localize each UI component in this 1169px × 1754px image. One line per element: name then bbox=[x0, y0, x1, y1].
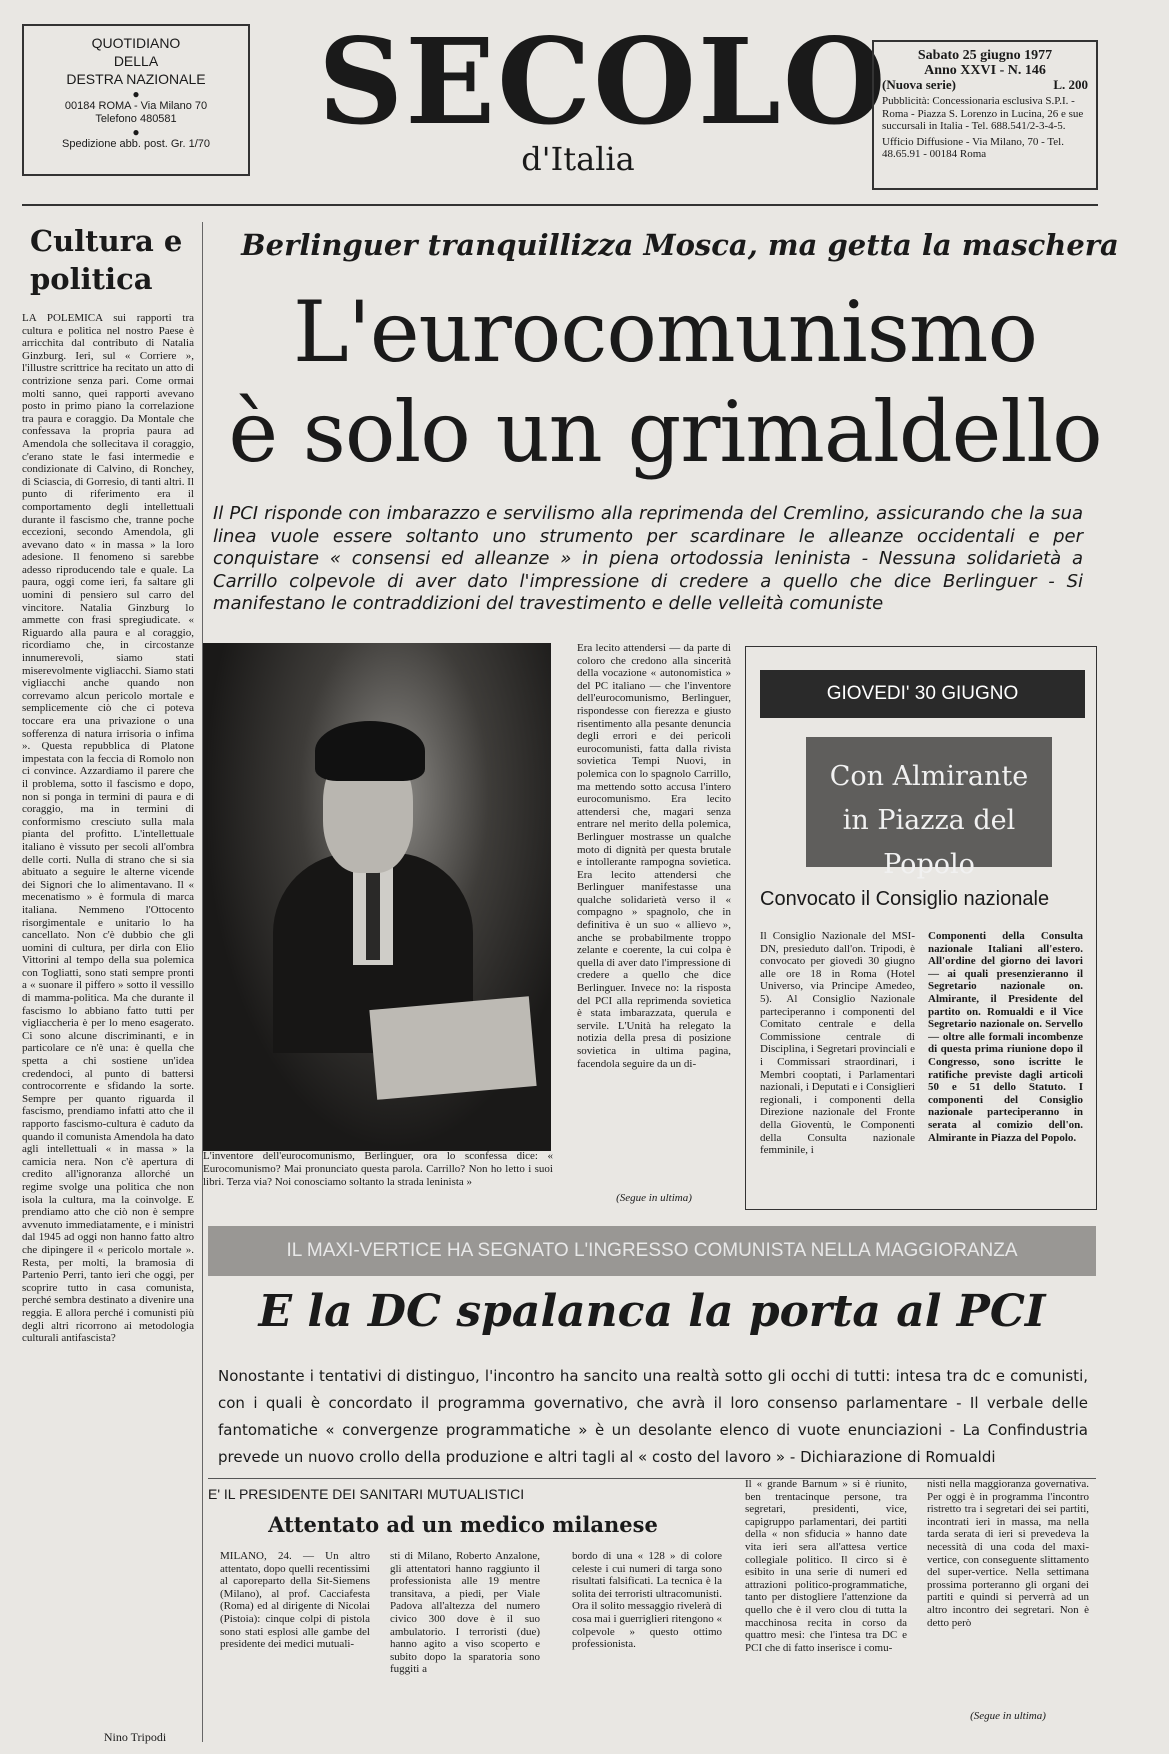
dc-headline: E la DC spalanca la porta al PCI bbox=[258, 1286, 1046, 1337]
masthead-right-box bbox=[872, 40, 1098, 190]
announcement-title-line1: Con Almirante bbox=[829, 761, 1029, 792]
dc-col1: Il « grande Barnum » si è riunito, ben trentacinque persone, tra segretari, presidenti, vice, capigruppo parlamentari, dei partiti della « non sfiducia » hanno date vita ieri sera all'attesa vertice collegiale politico. Il circo si è esibito in una serie di numeri ed attrazioni politico-programmatiche, tanto per distogliere l'attenzione da quello che è il vero clou di tutta la macchinosa recita in corso da quattro mesi: che l'intesa tra DC e PCI che di fatto inserisce i comu- bbox=[745, 1478, 907, 1654]
lead-kicker: Berlinguer tranquillizza Mosca, ma getta la maschera bbox=[241, 228, 1119, 262]
photo-caption: L'inventore dell'eurocomunismo, Berlinguer, ora lo sconfessa dice: « Eurocomunismo? Mai pronunciato questa parola. Carrillo? Non ho letto i suoi libri. Terza via? Noi conosciamo soltanto la strada leninista » bbox=[203, 1150, 553, 1188]
announcement-date: GIOVEDI' 30 GIUGNO bbox=[760, 670, 1085, 718]
lead-headline-line1: L'eurocomunismo bbox=[292, 283, 1038, 381]
spedizione: Spedizione abb. post. Gr. 1/70 bbox=[62, 138, 210, 150]
masthead-left-box bbox=[22, 24, 250, 176]
sidebar-author: Nino Tripodi bbox=[103, 1730, 167, 1744]
sidebar-title: Cultura e politica bbox=[30, 224, 183, 296]
pubblicita: Pubblicità: Concessionaria esclusiva S.P.I. - Roma - Piazza S. Lorenzo in Lucina, 26 e sue succursali in Italia - Tel. 688.541/2-3-4-5. bbox=[882, 95, 1084, 132]
bullet-icon: ● bbox=[132, 87, 140, 101]
quotidiano-label: QUOTIDIANO bbox=[91, 35, 181, 51]
lead-headline-line2: è solo un grimaldello bbox=[228, 383, 1102, 481]
berlinguer-photo bbox=[203, 643, 551, 1151]
della-label: DELLA bbox=[113, 53, 159, 69]
medico-col2: sti di Milano, Roberto Anzalone, gli attentatori hanno raggiunto il professionista alle 19 mentre transitava, a piedi, per Viale Padova all'altezza del numero civico 300 dove è il suo ambulatorio. I terroristi (due) hanno agito a viso scoperto e subito dopo la sparatoria sono fuggiti a bbox=[390, 1550, 540, 1676]
phone: Telefono 480581 bbox=[95, 113, 177, 125]
lead-subhead: Il PCI risponde con imbarazzo e servilismo alla reprimenda del Cremlino, assicurando che la sua linea vuole essere soltanto uno strumento per scardinare le alleanze occidentali e per conquistare « consensi ed alleanze » in piena ortodossia leninista - Nessuna solidarietà a Carrillo colpevole di aver dato l'impressione di credere a quello che dice Berlinguer - Si manifestano le contraddizioni del travestimento e delle velleità comuniste bbox=[213, 503, 1083, 614]
bullet-icon: ● bbox=[132, 125, 140, 139]
medico-col3: bordo di una « 128 » di colore celeste i cui numeri di targa sono risultati falsificati. La tecnica è la solita dei terroristi ultracomunisti. Ora il solito messaggio rivelerà di cosa mai i guerriglieri ritengono « colpevole » questo ottimo professionista. bbox=[572, 1550, 722, 1651]
masthead-subtitle: d'Italia bbox=[521, 140, 635, 178]
lead-continued: (Segue in ultima) bbox=[616, 1192, 692, 1204]
dc-subhead: Nonostante i tentativi di distinguo, l'incontro ha sancito una realtà sotto gli occhi di tutti: intesa tra dc e comunisti, con i quali è concordato il programma governativo, che avrà il loro consenso parlamentare - Il verbale delle fantomatiche « convergenze programmatiche » è un desolante elenco di vuote enunciazioni - La Confindustria prevede un nuovo crollo della produzione e altri tagli al « costo del lavoro » - Dichiarazione di Romualdi bbox=[218, 1367, 1088, 1466]
address: 00184 ROMA - Via Milano 70 bbox=[64, 100, 208, 112]
issue-date: Sabato 25 giugno 1977 bbox=[917, 48, 1053, 63]
price: L. 200 bbox=[1053, 77, 1088, 92]
dc-col2: nisti nella maggioranza governativa. Per oggi è in programma l'incontro ristretto tra i segretari dei sei partiti, incontrati ieri in massa, ma nella tarda serata di ieri si prevedeva la necessità di una coda del maxi-vertice, con conseguente slittamento del super-vertice. Nella settimana prossima porteranno gli organi dei partiti e quindi si perverrà ad un altro incontro dei segretari. Non è detto però bbox=[927, 1478, 1089, 1629]
announcement-title bbox=[806, 737, 1052, 880]
masthead-title: SECOLO bbox=[318, 12, 888, 151]
lead-headline bbox=[210, 282, 1120, 482]
medico-kicker: E' IL PRESIDENTE DEI SANITARI MUTUALISTICI bbox=[208, 1486, 525, 1502]
issue-number: Anno XXVI - N. 146 bbox=[924, 63, 1046, 78]
diffusione: Ufficio Diffusione - Via Milano, 70 - Tel. 48.65.91 - 00184 Roma bbox=[882, 135, 1064, 160]
medico-col1: MILANO, 24. — Un altro attentato, dopo quelli recentissimi al caporeparto della Sit-Siemens (Milano), al prof. Cacciafesta (Roma) ed al dirigente di Nicolai (Pistoia): cinque colpi di pistola sono stati esplosi alle gambe del presidente dei medici mutuali- bbox=[220, 1550, 370, 1651]
destra-nazionale-label: DESTRA NAZIONALE bbox=[66, 71, 206, 87]
serie-price-row bbox=[882, 78, 1088, 92]
header-rule bbox=[22, 204, 1098, 206]
sidebar-body: LA POLEMICA sui rapporti tra cultura e politica nel nostro Paese è arricchita dal contributo di Natalia Ginzburg. Ieri, sul « Corriere », l'illustre scrittrice ha recitato un atto di contrizione senza pari. Come ormai molti sanno, quei rapporti avevano posto in primo piano la correlazione tra paura e coraggio. Da Montale che confessava la propria paura ad Amendola che sollecitava il coraggio, c'erano state le fasi intermedie e condizionate di Calvino, di Ronchey, di Sciascia, di Gorresio, di tanti altri. Il punto di riferimento era il comportamento degli intellettuali durante il fascismo che, tranne poche eccezioni, secondo Amendola, gli avevano dato « in massa » la loro adesione. Il fenomeno si sarebbe adesso riproducendo tale e quale. La paura, oggi come ieri, fa saltare gli uomini di pensiero sul carro del vincitore. Natalia Ginzburg lo ammette con frasi spregiudicate. « Riguardo alla paura e al coraggio, ricordiamo che, in circostanze innumerevoli, siamo stati miserevolmente vigliacchi. Siamo stati vigliacchi anche quando non correvamo alcun pericolo mortale e semplicemente ciò che ci poteva toccare era una privazione o una sofferenza di natura irrisoria o infima ». Questa repubblica di Platone impestata con la feccia di Romolo non ci convince. Azzardiamo il parere che il problema, sotto il fascismo e dopo, non si ponga in termini di paura e di coraggio, ma in termini di conformismo cresciuto sulla mala pianta del profitto. L'intellettuale italiano è vissuto per secoli all'ombra delle corti. Nulla di strano che si sia abituato a seguire le alterne vicende dei Signori che lo alimentavano. Il « mecenatismo » è formula di marca italiana. Nemmeno l'Ottocento risorgimentale e unitario lo ha cancellato. Non c'è dubbio che gli uomini di cultura, per dirla con Elio Vittorini al tempo della sua polemica con Togliatti, sono stati sempre pronti a « suonare il piffero » sotto il vessillo di mamma-politica. Ma che durante il fascismo lo abbiano fatto tutti per vigliaccheria è per lo meno esagerato. Ci sono alcune discriminanti, e in particolare ce n'è una: è quella che spetta a chi sostiene un'idea credendoci, al punto di battersi controcorrente e sfidando la sorte. Sempre per quanto riguarda il fascismo, prendiamo infatti atto che il rapporto fascismo-cultura è caduto da quando il comunista Amendola ha dato agli intellettuali « in massa » la camicia nera. Non c'è apertura di credito all'ignoranza allorché un regime svolge una politica che non isola la cultura, ma la coinvolge. E prendiamo atto che ciò non è sempre avvenuto immediatamente, e i ministri dal 1945 ad oggi non hanno fatto altro che dipingere il « pericolo mortale ». Resta, per molti, la bramosia di Partenio Perri, tanto ieri che oggi, per scoprire tutto in casa comunista, perché sembra destinato a divenire una reggia. E allora perché i comunisti più degli altri ricorrono ai metodologia culturali antifascista? bbox=[22, 312, 194, 1345]
announcement-title-line2: in Piazza del Popolo bbox=[842, 805, 1016, 880]
serie: (Nuova serie) bbox=[882, 77, 957, 92]
medico-headline: Attentato ad un medico milanese bbox=[268, 1512, 658, 1537]
announcement-col1: Il Consiglio Nazionale del MSI-DN, presieduto dall'on. Tripodi, è convocato per giovedì 30 giugno alle ore 18 in Roma (Hotel Universo, via Principe Amedeo, 5). Al Consiglio Nazionale parteciperanno i componenti del Comitato centrale e della Commissione centrale di Disciplina, i Segretari provinciali e i Commissari straordinari, i Membri cooptati, i Parlamentari nazionali, i Deputati e i Consiglieri regionali, i componenti della Direzione nazionale del Fronte della Gioventù, le Componenti della Consulta nazionale femminile, i bbox=[760, 930, 915, 1157]
announcement-col2: Componenti della Consulta nazionale Italiani all'estero. All'ordine del giorno dei lavori — ai quali presenzieranno il Segretario nazionale on. Almirante, il Presidente del partito on. Romualdi e il Vice Segretario nazionale on. Servello — oltre alle formali incombenze di questa prima riunione dopo il Congresso, sono iscritte le ratifiche previste dagli articoli 50 e 51 dello Statuto. I componenti del Consiglio nazionale parteciperanno in serata al comizio dell'on. Almirante in Piazza del Popolo. bbox=[928, 930, 1083, 1144]
dc-continued: (Segue in ultima) bbox=[970, 1710, 1046, 1722]
lead-body: Era lecito attendersi — da parte di coloro che credono alla sincerità della vocazione « autonomistica » del PC italiano — che l'inventore dell'eurocomunismo, Berlinguer, rispondesse con fierezza e giusto risentimento alla pesante denuncia degli errori e dei pericoli eurocomunisti, fatta dalla rivista sovietica Tempi Nuovi, in polemica con lo spagnolo Carrillo, ma mettendo sotto accusa l'intero eurocomunismo. Era lecito attendersi che, magari senza entrare nel merito della polemica, Berlinguer mostrasse un qualche moto di dignità per questa brutale e intollerante rampogna sovietica. Era lecito attendersi che Berlinguer manifestasse una qualche solidarietà verso il « compagno » spagnolo, che in definitiva è un suo « allievo », anche se probabilmente troppo zelante e coerente, la cui colpa è quella di aver dato l'impressione di credere a quello che dice Berlinguer. Invece no: la risposta del PCI alla reprimenda sovietica è stata imbarazzata, querula e servile. L'Unità ha relegato la notizia della presa di posizione sovietica in ultima pagina, facendola seguire da un di- bbox=[577, 642, 731, 1070]
announcement-subtitle: Convocato il Consiglio nazionale bbox=[760, 888, 1050, 910]
dc-banner: IL MAXI-VERTICE HA SEGNATO L'INGRESSO COMUNISTA NELLA MAGGIORANZA bbox=[208, 1226, 1096, 1276]
